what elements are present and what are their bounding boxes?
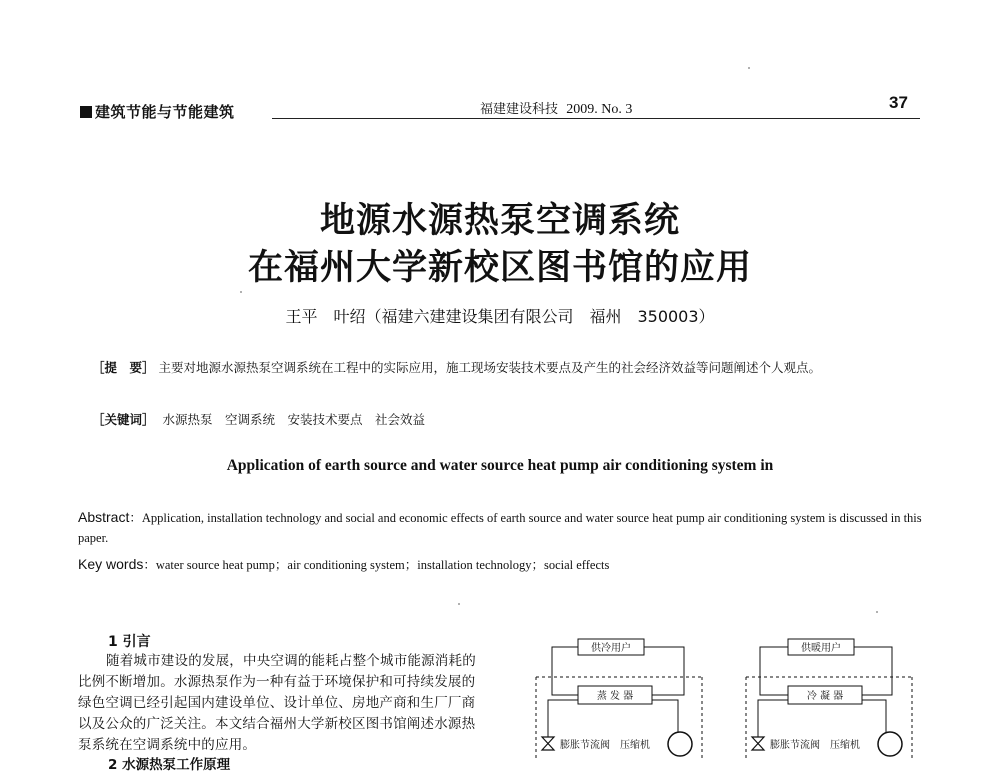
heating-pipe-left [760,647,788,695]
scan-speck [458,603,460,605]
compressor-icon [668,732,692,756]
evaporator-label: 蒸 发 器 [596,691,634,702]
running-header-section [80,101,235,122]
abstract-en-label: Abstract [78,509,130,525]
scan-speck [240,291,242,293]
heating-compressor-line [862,700,886,732]
heating-refrigerant-line [758,700,788,738]
section-name: 建筑节能与节能建筑 [95,103,235,121]
section-1-heading: 1 引言 [108,634,151,650]
keywords-cn-label: ［关键词］ [92,412,155,427]
journal-issue: 2009. No. 3 [566,102,633,117]
abstract-cn-label: ［提 要］ [92,360,155,375]
keywords-en-label: Key words [78,556,144,572]
cooling-compressor-label: 压缩机 [620,740,650,751]
diagram-heating [746,639,912,760]
expansion-valve-icon [542,737,554,750]
keywords-cn [92,410,425,428]
paper-title-line-1: 地源水源热泵空调系统 [319,200,680,241]
cooling-refrigerant-line [548,700,578,738]
keywords-en [78,555,609,573]
cooling-compressor-line [652,700,678,732]
cooling-valve-label: 膨胀节流阀 [560,740,610,751]
compressor-icon [878,732,902,756]
keywords-cn-text: 水源热泵 空调系统 安装技术要点 社会效益 [162,412,425,427]
abstract-en [78,507,928,548]
abstract-en-text: ：Application, installation technology and social and economic effects of earth source and water source heat pump air conditioning system is discussed in this paper. [78,511,922,545]
section-1-body: 随着城市建设的发展，中央空调的能耗占整个城市能源消耗的比例不断增加。水源热泵作为一种有益于环境保护和可持续发展的绿色空调已经引起国内建设单位、设计单位、房地产商和生厂厂商以及公众的广泛关注。本文结合福州大学新校区图书馆阐述水源热泵系统在空调系统中的应用。 [78,653,476,753]
heating-valve-label: 膨胀节流阀 [770,740,820,751]
author-affiliation: 王平 叶绍（福建六建建设集团有限公司 福州 350003） [285,307,715,326]
running-header-journal [480,98,632,118]
condenser-label: 冷 凝 器 [806,691,844,702]
cooling-user-label: 供冷用户 [591,643,631,654]
square-bullet-icon [80,106,92,118]
section-2-heading: 2 水源热泵工作原理 [108,757,231,773]
page-number: 37 [889,93,908,112]
abstract-cn [78,357,924,379]
heating-user-label: 供暖用户 [801,643,841,654]
journal-name: 福建建设科技 [480,102,559,117]
heating-compressor-label: 压缩机 [830,740,860,751]
abstract-cn-text: 主要对地源水源热泵空调系统在工程中的实际应用，施工现场安装技术要点及产生的社会经济效益等问题阐述个人观点。 [158,360,822,375]
heat-pump-diagrams [520,620,940,760]
paper-title-en: Application of earth source and water source heat pump air conditioning system in [226,457,774,474]
header-rule [272,118,920,119]
keywords-en-text: ：water source heat pump；air conditioning system；installation technology；social effects [143,558,610,572]
scan-speck [748,67,750,69]
diagram-cooling [536,639,702,760]
cooling-pipe-left [552,647,578,695]
expansion-valve-icon [752,737,764,750]
scan-speck [876,611,878,613]
paper-title-line-2: 在福州大学新校区图书馆的应用 [247,247,752,288]
